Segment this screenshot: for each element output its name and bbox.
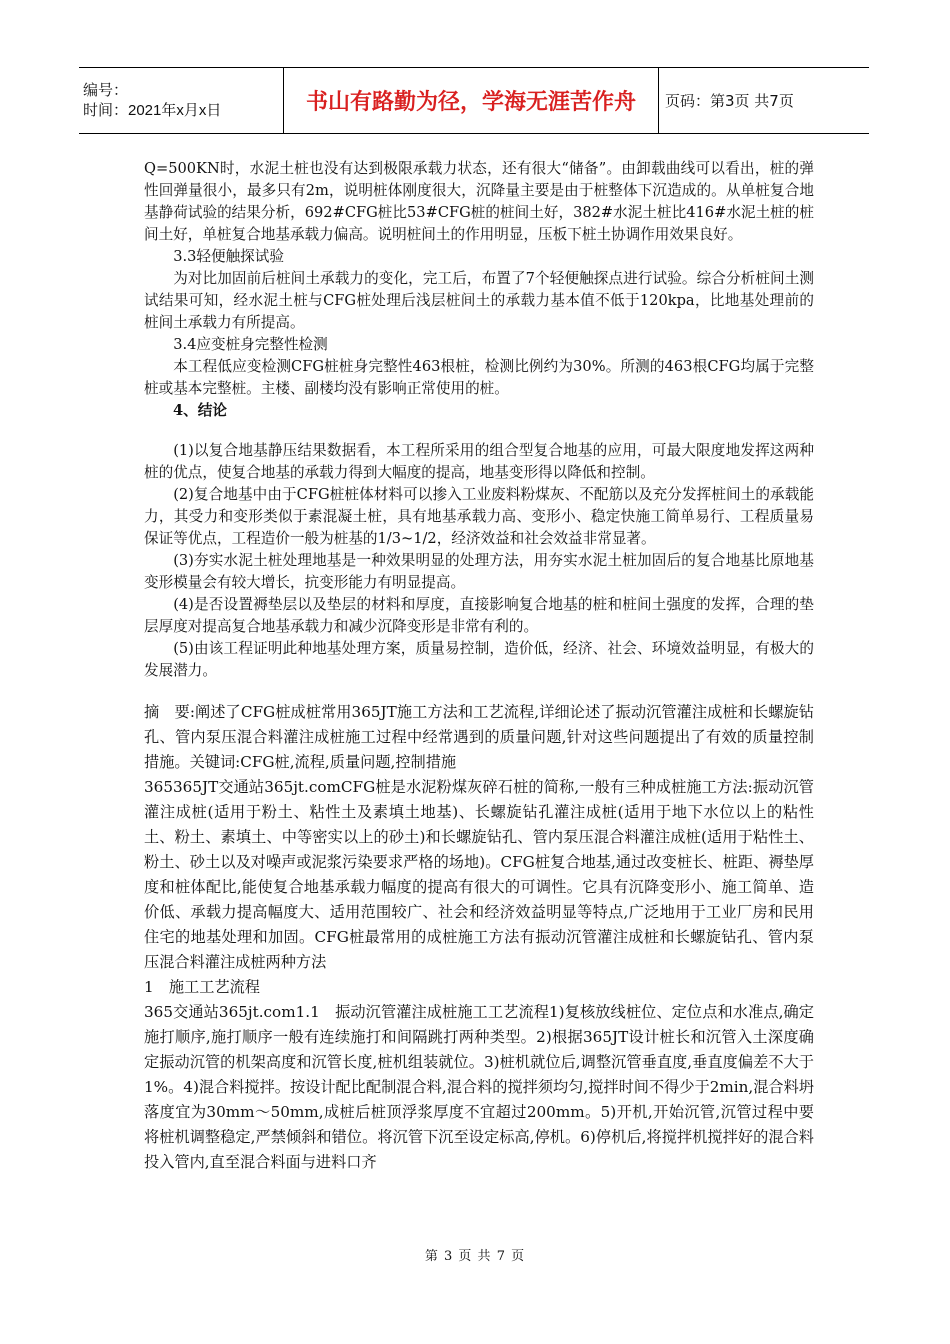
subsection-title: 3.3轻便触探试验 (173, 248, 284, 265)
footer-page-number: 第 3 页 共 7 页 (424, 1249, 526, 1264)
conclusion-list (144, 440, 814, 682)
abstract: 摘 要:阐述了CFG桩成桩常用365JT施工方法和工艺流程,详细论述了振动沉管灌注成桩和长螺旋钻孔、管内泵压混合料灌注成桩施工过程中经常遇到的质量问题,针对这些问题提出了有效的质量控制措施。关键词:CFG桩,流程,质量问题,控制措施 (144, 703, 814, 771)
header-page-cell (659, 68, 869, 133)
page-label: 页码：第3页 共7页 (665, 92, 794, 110)
document-body (144, 158, 814, 1175)
page-header (79, 67, 869, 134)
header-motto-cell (284, 68, 659, 133)
conclusion-item: (1)以复合地基静压结果数据看，本工程所采用的组合型复合地基的应用，可最大限度地发挥这两种桩的优点，使复合地基的承载力得到大幅度的提高，地基变形得以降低和控制。 (144, 442, 814, 481)
conclusion-item: (5)由该工程证明此种地基处理方案，质量易控制，造价低，经济、社会、环境效益明显，有极大的发展潜力。 (144, 640, 814, 679)
section-title: 1 施工工艺流程 (144, 978, 260, 996)
conclusion-item: (4)是否设置褥垫层以及垫层的材料和厚度，直接影响复合地基的桩和桩间土强度的发挥，合理的垫层厚度对提高复合地基承载力和减少沉降变形是非常有利的。 (144, 596, 814, 635)
paragraph: 本工程低应变检测CFG桩桩身完整性463根桩，检测比例约为30%。所测的463根CFG均属于完整桩或基本完整桩。主楼、副楼均没有影响正常使用的桩。 (144, 358, 814, 397)
intro-paragraph: 365365JT交通站365jt.comCFG桩是水泥粉煤灰碎石桩的简称,一般有三种成桩施工方法:振动沉管灌注成桩(适用于粉土、粘性土及素填土地基)、长螺旋钻孔灌注成桩(适用于地下水位以上的粘性土、粉土、素填土、中等密实以上的砂土)和长螺旋钻孔、管内泵压混合料灌注成桩(适用于粘性土、粉土、砂土以及对噪声或泥浆污染要求严格的场地)。CFG桩复合地基,通过改变桩长、桩距、褥垫厚度和桩体配比,能使复合地基承载力幅度的提高有很大的可调性。它具有沉降变形小、施工简单、造价低、承载力提高幅度大、适用范围较广、社会和经济效益明显等特点,广泛地用于工业厂房和民用住宅的地基处理和加固。CFG桩最常用的成桩施工方法有振动沉管灌注成桩和长螺旋钻孔、管内泵压混合料灌注成桩两种方法 (144, 778, 814, 971)
page-footer (0, 1245, 950, 1264)
section-heading: 4、结论 (173, 402, 227, 419)
process-paragraph: 365交通站365jt.com1.1 振动沉管灌注成桩施工工艺流程1)复核放线桩位、定位点和水准点,确定施打顺序,施打顺序一般有连续施打和间隔跳打两种类型。2)根据365JT设计桩长和沉管入土深度确定振动沉管的机架高度和沉管长度,桩机组装就位。3)桩机就位后,调整沉管垂直度,垂直度偏差不大于1%。4)混合料搅拌。按设计配比配制混合料,混合料的搅拌须均匀,搅拌时间不得少于2min,混合料坍落度宜为30mm～50mm,成桩后桩顶浮浆厚度不宜超过200mm。5)开机,开始沉管,沉管过程中要将桩机调整稳定,严禁倾斜和错位。将沉管下沉至设定标高,停机。6)停机后,将搅拌机搅拌好的混合料投入管内,直至混合料面与进料口齐 (144, 1003, 814, 1171)
motto-text: 书山有路勤为径，学海无涯苦作舟 (305, 90, 636, 115)
serial-label: 编号： (83, 81, 129, 99)
paragraph: 为对比加固前后桩间土承载力的变化，完工后，布置了7个轻便触探点进行试验。综合分析桩间土测试结果可知，经水泥土桩与CFG桩处理后浅层桩间土的承载力基本值不低于120kpa，比地基处理前的桩间土承载力有所提高。 (144, 270, 814, 331)
section-3-block (144, 158, 814, 682)
time-label: 时间：2021年x月x日 (83, 101, 222, 119)
article-block (144, 700, 814, 1175)
subsection-title: 3.4应变桩身完整性检测 (173, 336, 328, 353)
conclusion-item: (3)夯实水泥土桩处理地基是一种效果明显的处理方法，用夯实水泥土桩加固后的复合地基比原地基变形模量会有较大增长，抗变形能力有明显提高。 (144, 552, 814, 591)
header-info-cell (79, 68, 284, 133)
conclusion-item: (2)复合地基中由于CFG桩桩体材料可以掺入工业废料粉煤灰、不配筋以及充分发挥桩间土的承载能力，其受力和变形类似于素混凝土桩，具有地基承载力高、变形小、稳定快施工简单易行、工程质量易保证等优点，工程造价一般为桩基的1/3~1/2，经济效益和社会效益非常显著。 (144, 486, 814, 547)
paragraph: Q=500KN时，水泥土桩也没有达到极限承载力状态，还有很大“储备”。由卸载曲线可以看出，桩的弹性回弹量很小，最多只有2m，说明桩体刚度很大，沉降量主要是由于桩整体下沉造成的。从单桩复合地基静荷试验的结果分析，692#CFG桩比53#CFG桩的桩间土好，382#水泥土桩比416#水泥土桩的桩间土好，单桩复合地基承载力偏高。说明桩间土的作用明显，压板下桩土协调作用效果良好。 (144, 160, 814, 243)
